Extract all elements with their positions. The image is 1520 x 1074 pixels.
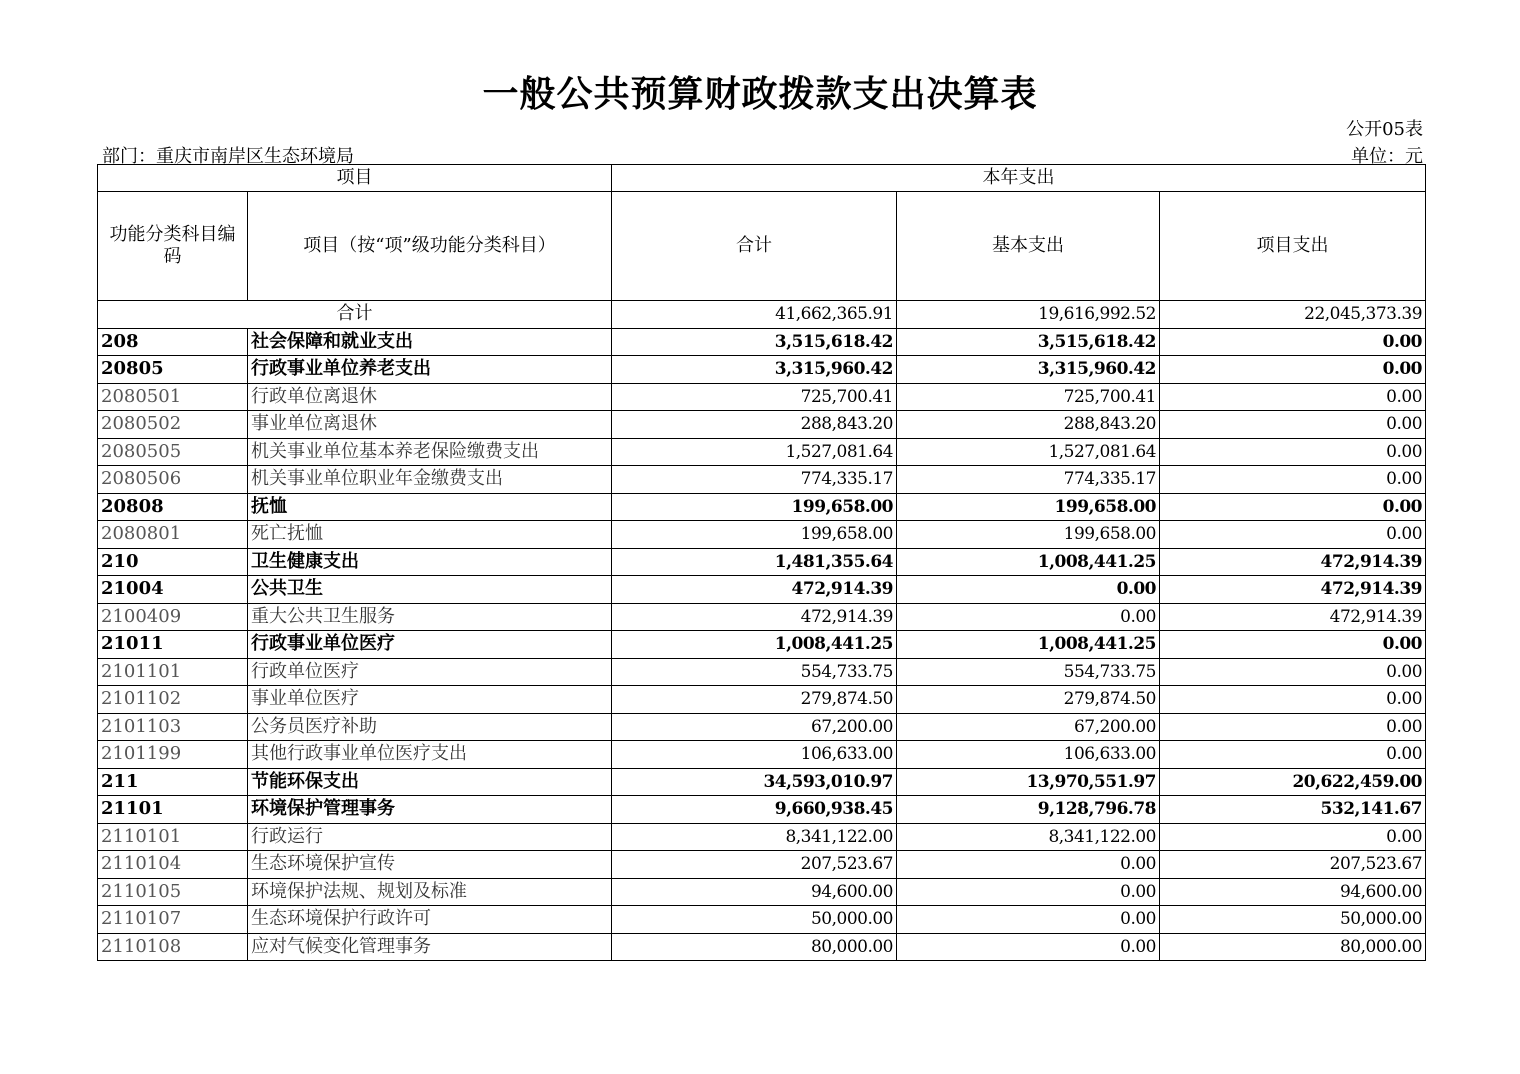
row-total: 554,733.75 [612, 658, 897, 686]
row-total: 472,914.39 [612, 576, 897, 604]
row-code: 2080801 [98, 521, 248, 549]
row-code: 21004 [98, 576, 248, 604]
table-row [98, 686, 1426, 714]
row-project: 0.00 [1160, 411, 1426, 439]
row-name: 行政单位医疗 [248, 658, 612, 686]
row-project: 80,000.00 [1160, 933, 1426, 961]
row-code: 2110104 [98, 851, 248, 879]
row-code: 2080506 [98, 466, 248, 494]
row-basic: 199,658.00 [897, 493, 1160, 521]
header-total: 合计 [612, 192, 897, 301]
expenditure-table [97, 164, 1426, 961]
total-amount: 41,662,365.91 [612, 301, 897, 329]
row-code: 2080505 [98, 438, 248, 466]
row-project: 207,523.67 [1160, 851, 1426, 879]
row-basic: 1,008,441.25 [897, 631, 1160, 659]
row-project: 50,000.00 [1160, 906, 1426, 934]
row-total: 199,658.00 [612, 493, 897, 521]
row-name: 事业单位离退休 [248, 411, 612, 439]
row-name: 社会保障和就业支出 [248, 328, 612, 356]
row-project: 20,622,459.00 [1160, 768, 1426, 796]
table-row [98, 356, 1426, 384]
total-project: 22,045,373.39 [1160, 301, 1426, 329]
header-name: 项目（按“项”级功能分类科目） [248, 192, 612, 301]
row-total: 199,658.00 [612, 521, 897, 549]
row-code: 2080501 [98, 383, 248, 411]
table-row [98, 741, 1426, 769]
row-name: 环境保护法规、规划及标准 [248, 878, 612, 906]
row-basic: 13,970,551.97 [897, 768, 1160, 796]
row-basic: 3,515,618.42 [897, 328, 1160, 356]
row-name: 行政运行 [248, 823, 612, 851]
row-total: 1,008,441.25 [612, 631, 897, 659]
row-project: 472,914.39 [1160, 576, 1426, 604]
row-code: 2110101 [98, 823, 248, 851]
header-project: 项目 [98, 165, 612, 192]
row-project: 0.00 [1160, 438, 1426, 466]
table-row [98, 328, 1426, 356]
table-row [98, 383, 1426, 411]
row-project: 0.00 [1160, 356, 1426, 384]
header-basic: 基本支出 [897, 192, 1160, 301]
table-row [98, 603, 1426, 631]
table-row [98, 658, 1426, 686]
row-name: 环境保护管理事务 [248, 796, 612, 824]
row-name: 其他行政事业单位医疗支出 [248, 741, 612, 769]
row-basic: 0.00 [897, 603, 1160, 631]
row-basic: 1,527,081.64 [897, 438, 1160, 466]
row-total: 50,000.00 [612, 906, 897, 934]
header-code: 功能分类科目编码 [98, 192, 248, 301]
row-project: 0.00 [1160, 493, 1426, 521]
row-name: 卫生健康支出 [248, 548, 612, 576]
row-total: 3,515,618.42 [612, 328, 897, 356]
row-code: 2101102 [98, 686, 248, 714]
row-code: 2080502 [98, 411, 248, 439]
row-basic: 9,128,796.78 [897, 796, 1160, 824]
row-basic: 279,874.50 [897, 686, 1160, 714]
row-basic: 1,008,441.25 [897, 548, 1160, 576]
row-name: 公共卫生 [248, 576, 612, 604]
row-total: 67,200.00 [612, 713, 897, 741]
header-row-group [98, 165, 1426, 192]
row-name: 事业单位医疗 [248, 686, 612, 714]
row-code: 2101199 [98, 741, 248, 769]
row-code: 2100409 [98, 603, 248, 631]
total-label: 合计 [98, 301, 612, 329]
row-project: 532,141.67 [1160, 796, 1426, 824]
row-total: 288,843.20 [612, 411, 897, 439]
row-total: 3,315,960.42 [612, 356, 897, 384]
row-project: 0.00 [1160, 631, 1426, 659]
row-basic: 8,341,122.00 [897, 823, 1160, 851]
header-project-expenditure: 项目支出 [1160, 192, 1426, 301]
row-name: 死亡抚恤 [248, 521, 612, 549]
table-row [98, 438, 1426, 466]
row-project: 94,600.00 [1160, 878, 1426, 906]
row-name: 应对气候变化管理事务 [248, 933, 612, 961]
table-row [98, 521, 1426, 549]
row-basic: 0.00 [897, 933, 1160, 961]
unit-label: 单位：元 [1351, 146, 1423, 167]
row-project: 0.00 [1160, 383, 1426, 411]
row-total: 106,633.00 [612, 741, 897, 769]
row-project: 0.00 [1160, 328, 1426, 356]
table-row [98, 548, 1426, 576]
row-total: 774,335.17 [612, 466, 897, 494]
row-total: 725,700.41 [612, 383, 897, 411]
table-row [98, 576, 1426, 604]
row-total: 34,593,010.97 [612, 768, 897, 796]
table-row [98, 851, 1426, 879]
page-title: 一般公共预算财政拨款支出决算表 [482, 73, 1038, 115]
row-project: 472,914.39 [1160, 548, 1426, 576]
row-total: 279,874.50 [612, 686, 897, 714]
row-project: 472,914.39 [1160, 603, 1426, 631]
row-code: 210 [98, 548, 248, 576]
row-code: 2101101 [98, 658, 248, 686]
row-code: 2110107 [98, 906, 248, 934]
row-basic: 725,700.41 [897, 383, 1160, 411]
row-code: 2110105 [98, 878, 248, 906]
row-project: 0.00 [1160, 658, 1426, 686]
row-basic: 106,633.00 [897, 741, 1160, 769]
row-name: 公务员医疗补助 [248, 713, 612, 741]
total-basic: 19,616,992.52 [897, 301, 1160, 329]
row-total: 1,481,355.64 [612, 548, 897, 576]
row-basic: 67,200.00 [897, 713, 1160, 741]
row-basic: 774,335.17 [897, 466, 1160, 494]
row-code: 21101 [98, 796, 248, 824]
table-row [98, 411, 1426, 439]
row-basic: 0.00 [897, 576, 1160, 604]
table-row [98, 933, 1426, 961]
row-total: 9,660,938.45 [612, 796, 897, 824]
row-name: 机关事业单位基本养老保险缴费支出 [248, 438, 612, 466]
row-basic: 199,658.00 [897, 521, 1160, 549]
row-basic: 288,843.20 [897, 411, 1160, 439]
row-total: 94,600.00 [612, 878, 897, 906]
table-row [98, 878, 1426, 906]
row-name: 机关事业单位职业年金缴费支出 [248, 466, 612, 494]
row-name: 行政事业单位养老支出 [248, 356, 612, 384]
row-code: 2110108 [98, 933, 248, 961]
row-code: 208 [98, 328, 248, 356]
table-row [98, 823, 1426, 851]
row-total: 8,341,122.00 [612, 823, 897, 851]
table-row [98, 713, 1426, 741]
row-total: 1,527,081.64 [612, 438, 897, 466]
row-basic: 0.00 [897, 878, 1160, 906]
row-name: 抚恤 [248, 493, 612, 521]
table-row [98, 493, 1426, 521]
row-name: 重大公共卫生服务 [248, 603, 612, 631]
row-project: 0.00 [1160, 713, 1426, 741]
row-code: 20808 [98, 493, 248, 521]
row-name: 生态环境保护宣传 [248, 851, 612, 879]
row-project: 0.00 [1160, 823, 1426, 851]
header-current-year: 本年支出 [612, 165, 1426, 192]
row-project: 0.00 [1160, 521, 1426, 549]
row-code: 20805 [98, 356, 248, 384]
table-row [98, 466, 1426, 494]
row-project: 0.00 [1160, 686, 1426, 714]
row-basic: 0.00 [897, 906, 1160, 934]
table-row [98, 796, 1426, 824]
table-row [98, 906, 1426, 934]
row-basic: 3,315,960.42 [897, 356, 1160, 384]
row-name: 生态环境保护行政许可 [248, 906, 612, 934]
row-name: 行政单位离退休 [248, 383, 612, 411]
row-code: 211 [98, 768, 248, 796]
row-name: 行政事业单位医疗 [248, 631, 612, 659]
row-project: 0.00 [1160, 466, 1426, 494]
row-basic: 0.00 [897, 851, 1160, 879]
row-basic: 554,733.75 [897, 658, 1160, 686]
table-row [98, 768, 1426, 796]
header-row-columns [98, 192, 1426, 301]
total-row [98, 301, 1426, 329]
row-total: 472,914.39 [612, 603, 897, 631]
row-project: 0.00 [1160, 741, 1426, 769]
row-code: 21011 [98, 631, 248, 659]
table-row [98, 631, 1426, 659]
row-total: 207,523.67 [612, 851, 897, 879]
row-name: 节能环保支出 [248, 768, 612, 796]
row-total: 80,000.00 [612, 933, 897, 961]
row-code: 2101103 [98, 713, 248, 741]
form-number: 公开05表 [1346, 119, 1423, 140]
department-label: 部门：重庆市南岸区生态环境局 [102, 146, 354, 167]
